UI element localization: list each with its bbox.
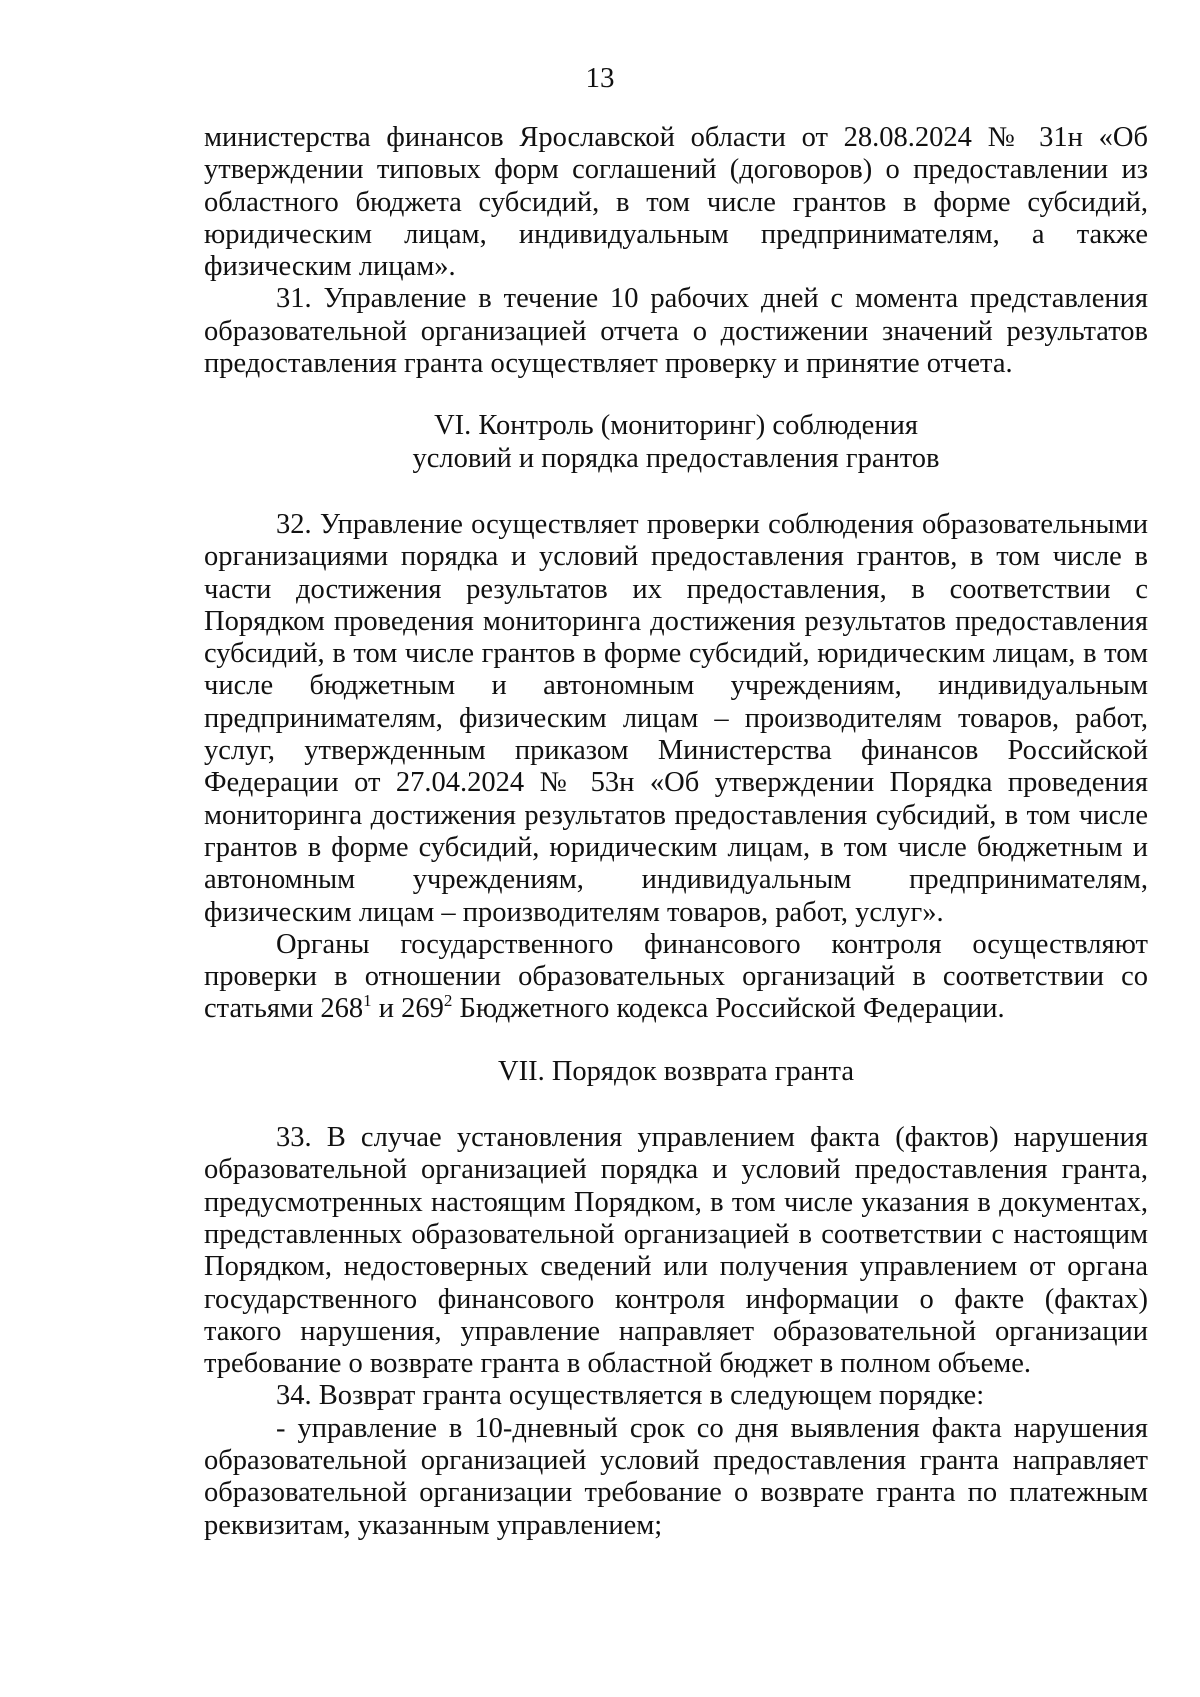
paragraph-33: 33. В случае установления управлением факта (фактов) нарушения образовательной организацией порядка и условий предоставления гранта, предусмотренных настоящим Порядком, в том числе указания в документах, представленных образовательной организацией в соответствии с настоящим Порядком, недостоверных сведений или получения управлением от органа государственного финансового контроля информации о факте (фактах) такого нарушения, управление направляет образовательной организации требование о возврате гранта в областной бюджет в полном объеме. bbox=[204, 1122, 1148, 1380]
section-6-heading-line-1: VI. Контроль (мониторинг) соблюдения bbox=[434, 410, 918, 442]
section-6-heading bbox=[204, 410, 1148, 475]
control-text-b: и 269 bbox=[371, 993, 444, 1025]
paragraph-31: 31. Управление в течение 10 рабочих дней с момента представления образовательной организацией отчета о достижении значений результатов предоставления гранта осуществляет проверку и принятие отчета. bbox=[204, 283, 1148, 380]
paragraph-control-bodies bbox=[204, 929, 1148, 1026]
page-number: 13 bbox=[585, 62, 615, 94]
control-text-c: Бюджетного кодекса Российской Федерации. bbox=[452, 993, 1005, 1025]
paragraph-34: 34. Возврат гранта осуществляется в следующем порядке: bbox=[276, 1380, 985, 1412]
footnote-sup-269: 2 bbox=[443, 991, 453, 1011]
document-body bbox=[204, 122, 1148, 1542]
footnote-sup-268: 1 bbox=[363, 991, 372, 1011]
paragraph-30-continuation: министерства финансов Ярославской области от 28.08.2024 № 31н «Об утверждении типовых форм соглашений (договоров) о предоставлении из областного бюджета субсидий, в том числе грантов в форме субсидий, юридическим лицам, индивидуальным предпринимателям, а также физическим лицам». bbox=[204, 122, 1148, 283]
section-6-heading-line-2: условий и порядка предоставления грантов bbox=[412, 442, 940, 474]
paragraph-34-item-1: - управление в 10-дневный срок со дня выявления факта нарушения образовательной организацией условий предоставления гранта направляет образовательной организации требование о возврате гранта по платежным реквизитам, указанным управлением; bbox=[204, 1412, 1148, 1541]
control-text-a: Органы государственного финансового контроля осуществляют проверки в отношении образовательных организаций в соответствии со статьями 268 bbox=[204, 928, 1148, 1025]
section-7-heading: VII. Порядок возврата гранта bbox=[498, 1055, 854, 1087]
paragraph-32: 32. Управление осуществляет проверки соблюдения образовательными организациями порядка и условий предоставления грантов, в том числе в части достижения результатов их предоставления, в соответствии с Порядком проведения мониторинга достижения результатов предоставления субсидий, в том числе грантов в форме субсидий, юридическим лицам, в том числе бюджетным и автономным учреждениям, индивидуальным предпринимателям, физическим лицам – производителям товаров, работ, услуг, утвержденным приказом Министерства финансов Российской Федерации от 27.04.2024 № 53н «Об утверждении Порядка проведения мониторинга достижения результатов предоставления субсидий, в том числе грантов в форме субсидий, юридическим лицам, в том числе бюджетным и автономным учреждениям, индивидуальным предпринимателям, физическим лицам – производителям товаров, работ, услуг». bbox=[204, 508, 1148, 928]
